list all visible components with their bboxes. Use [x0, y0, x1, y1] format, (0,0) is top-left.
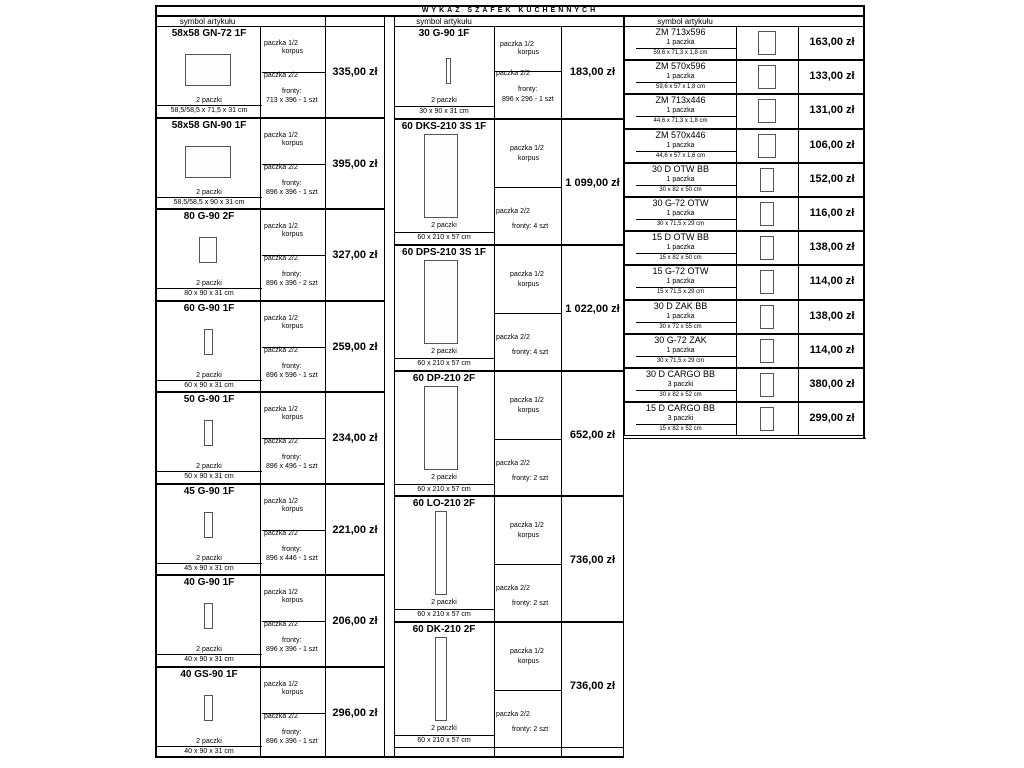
- label-korpus: korpus: [282, 505, 304, 513]
- item-price: 736,00 zł: [569, 680, 616, 693]
- item-code: 15 G-72 OTW: [652, 266, 709, 277]
- label-korpus: korpus: [282, 139, 304, 147]
- item-price: 152,00 zł: [809, 172, 855, 185]
- item-price: 299,00 zł: [809, 412, 855, 425]
- label-korpus: korpus: [518, 532, 540, 540]
- item-drawing: [760, 270, 774, 294]
- blank-area: [624, 438, 866, 760]
- front-size: 896 x 396 - 2 szt: [266, 280, 318, 287]
- pack-count: 2 paczki: [196, 188, 222, 196]
- pack-count: 1 paczka: [666, 278, 695, 286]
- item-dims: 40 x 90 x 31 cm: [184, 656, 234, 663]
- pack-count: 1 paczka: [666, 210, 695, 217]
- label-fronty: fronty:: [282, 454, 302, 461]
- divider: [636, 151, 736, 152]
- front-count: fronty: 2 szt: [512, 726, 549, 734]
- label-fronty: fronty:: [282, 271, 302, 278]
- pack-count: 2 paczki: [431, 725, 457, 733]
- item-price: 234,00 zł: [332, 432, 378, 444]
- pack-count: 1 paczka: [666, 244, 695, 252]
- item-price: 114,00 zł: [809, 275, 855, 288]
- divider: [155, 746, 262, 747]
- item-code: 40 GS-90 1F: [180, 668, 238, 680]
- label-korpus: korpus: [282, 322, 304, 330]
- label-pack1: paczka 1/2: [264, 223, 298, 230]
- label-pack2: paczka 2/2: [264, 163, 298, 171]
- divider: [394, 735, 494, 736]
- front-size: 896 x 496 - 1 szt: [266, 463, 318, 470]
- item-drawing: [760, 305, 774, 329]
- divider: [494, 439, 561, 440]
- cabinet-drawing: [435, 511, 447, 595]
- front-size: 896 x 296 - 1 szt: [502, 96, 554, 103]
- cabinet-drawing: [204, 695, 213, 721]
- item-price: 116,00 zł: [809, 207, 855, 219]
- item-dims: 15 x 82 x 52 cm: [659, 426, 702, 433]
- pack-count: 2 paczki: [196, 371, 222, 379]
- front-size: 896 x 396 - 1 szt: [266, 188, 318, 196]
- cabinet-drawing: [204, 420, 213, 446]
- item-price: 133,00 zł: [809, 70, 855, 83]
- item-code: ZM 570x596: [655, 61, 706, 72]
- divider: [636, 322, 736, 323]
- pack-count: 2 paczki: [196, 554, 222, 562]
- label-pack1: paczka 1/2: [500, 41, 534, 48]
- item-code: 40 G-90 1F: [183, 577, 235, 588]
- label-fronty: fronty:: [282, 637, 302, 644]
- divider: [636, 185, 736, 186]
- item-price: 1 022,00 zł: [565, 302, 620, 315]
- label-pack1: paczka 1/2: [264, 314, 298, 322]
- pack-count: 2 paczki: [196, 280, 222, 287]
- pack-count: 1 paczka: [666, 141, 695, 149]
- item-drawing: [758, 134, 776, 158]
- item-code: 15 D CARGO BB: [645, 403, 716, 414]
- item-dims: 40 x 90 x 31 cm: [184, 747, 234, 755]
- pack-count: 1 paczka: [666, 73, 695, 81]
- item-code: 30 G-90 1F: [418, 28, 470, 39]
- item-price: 296,00 zł: [332, 706, 378, 719]
- col3-header: symbol artykułu: [657, 17, 713, 26]
- pack-count: 2 paczki: [196, 463, 222, 470]
- cabinet-drawing: [424, 260, 458, 344]
- divider: [636, 390, 736, 391]
- divider: [394, 106, 494, 107]
- label-pack2: paczka 2/2: [264, 72, 298, 79]
- item-code: 45 G-90 1F: [183, 485, 235, 497]
- item-price: 652,00 zł: [569, 428, 616, 441]
- divider: [155, 105, 262, 106]
- item-price: 138,00 zł: [809, 309, 855, 322]
- label-pack2: paczka 2/2: [264, 712, 298, 720]
- pack-count: 3 paczki: [667, 415, 694, 423]
- item-dims: 44,6 x 57 x 1,6 cm: [655, 152, 706, 159]
- label-pack1: paczka 1/2: [510, 145, 544, 152]
- front-count: fronty: 4 szt: [512, 223, 549, 230]
- pack-count: 1 paczka: [666, 107, 695, 115]
- cabinet-drawing: [424, 134, 458, 218]
- label-pack2: paczka 2/2: [264, 346, 298, 354]
- label-korpus: korpus: [518, 658, 540, 666]
- item-dims: 50 x 90 x 31 cm: [184, 473, 234, 480]
- label-pack2: paczka 2/2: [496, 70, 530, 77]
- item-price: 183,00 zł: [569, 66, 616, 78]
- item-dims: 15 x 71,5 x 29 cm: [656, 289, 705, 296]
- label-pack1: paczka 1/2: [264, 680, 298, 688]
- item-price: 106,00 zł: [809, 138, 855, 151]
- item-code: 50 G-90 1F: [183, 394, 235, 405]
- label-fronty: fronty:: [518, 86, 538, 93]
- item-dims: 58,5/58,5 x 90 x 31 cm: [173, 198, 245, 206]
- item-dims: 80 x 90 x 31 cm: [184, 290, 234, 297]
- pack-count: 2 paczki: [431, 347, 457, 355]
- item-dims: 60 x 210 x 57 cm: [417, 485, 471, 493]
- label-pack1: paczka 1/2: [264, 497, 298, 505]
- item-code: 58x58 GN-90 1F: [171, 119, 247, 131]
- item-drawing: [760, 339, 774, 363]
- divider: [636, 48, 736, 49]
- label-pack1: paczka 1/2: [264, 406, 298, 413]
- divider: [494, 313, 561, 314]
- divider: [155, 471, 262, 472]
- col2-header: symbol artykułu: [416, 17, 472, 26]
- item-code: ZM 713x446: [655, 95, 706, 106]
- item-price: 138,00 zł: [809, 241, 855, 254]
- item-dims: 15 x 82 x 50 cm: [659, 255, 702, 262]
- pack-count: 2 paczki: [196, 646, 222, 653]
- item-dims: 30 x 82 x 52 cm: [659, 392, 702, 398]
- label-korpus: korpus: [282, 597, 304, 604]
- item-dims: 30 x 72 x 55 cm: [659, 323, 702, 330]
- item-price: 259,00 zł: [332, 340, 378, 353]
- item-drawing: [760, 373, 774, 397]
- item-dims: 30 x 82 x 50 cm: [659, 186, 702, 193]
- label-fronty: fronty:: [282, 88, 302, 95]
- label-pack1: paczka 1/2: [264, 40, 298, 47]
- cabinet-drawing: [204, 603, 213, 629]
- divider: [494, 690, 561, 691]
- label-korpus: korpus: [282, 48, 304, 55]
- catalog-title: WYKAZ SZAFEK KUCHENNYCH: [421, 7, 599, 14]
- divider: [394, 484, 494, 485]
- label-korpus: korpus: [518, 280, 540, 288]
- item-price: 1 099,00 zł: [565, 177, 620, 189]
- cabinet-drawing: [204, 512, 213, 538]
- item-price: 335,00 zł: [332, 66, 378, 78]
- col1-header: symbol artykułu: [179, 17, 236, 26]
- cabinet-drawing: [446, 58, 451, 84]
- divider: [636, 116, 736, 117]
- pack-count: 2 paczki: [196, 737, 222, 745]
- label-korpus: korpus: [518, 49, 540, 56]
- divider: [155, 380, 262, 381]
- item-code: 60 DP-210 2F: [412, 372, 476, 384]
- item-code: 30 D OTW BB: [651, 163, 709, 174]
- label-fronty: fronty:: [282, 179, 302, 187]
- item-dims: 44,6 x 71,3 x 1,8 cm: [653, 118, 708, 125]
- label-pack2: paczka 2/2: [496, 208, 530, 215]
- pack-count: 2 paczki: [196, 97, 222, 104]
- item-code: 30 G-72 ZAK: [654, 334, 707, 345]
- cabinet-drawing: [185, 146, 231, 178]
- item-code: 60 DPS-210 3S 1F: [402, 246, 486, 258]
- label-pack1: paczka 1/2: [264, 589, 298, 596]
- item-price: 736,00 zł: [569, 554, 616, 567]
- front-count: fronty: 2 szt: [512, 600, 549, 608]
- item-code: 30 D CARGO BB: [645, 369, 716, 379]
- item-price: 395,00 zł: [332, 157, 378, 170]
- label-pack1: paczka 1/2: [510, 270, 544, 278]
- label-korpus: korpus: [282, 414, 304, 421]
- item-code: ZM 570x446: [655, 129, 706, 140]
- pack-count: 3 paczki: [667, 381, 694, 388]
- item-code: 15 D OTW BB: [651, 232, 709, 243]
- label-fronty: fronty:: [282, 362, 302, 370]
- front-size: 896 x 396 - 1 szt: [266, 737, 318, 745]
- label-pack2: paczka 2/2: [264, 255, 298, 262]
- item-code: 30 G-72 OTW: [652, 198, 709, 208]
- divider: [155, 288, 262, 289]
- front-size: 896 x 396 - 1 szt: [266, 646, 318, 653]
- item-drawing: [760, 236, 774, 260]
- item-dims: 30 x 71,5 x 29 cm: [656, 221, 705, 227]
- item-code: 60 DKS-210 3S 1F: [401, 121, 487, 132]
- label-pack2: paczka 2/2: [496, 333, 530, 341]
- item-code: 80 G-90 2F: [183, 211, 235, 222]
- label-pack2: paczka 2/2: [496, 711, 530, 719]
- label-korpus: korpus: [518, 155, 540, 162]
- front-count: fronty: 2 szt: [512, 474, 549, 482]
- divider: [636, 356, 736, 357]
- divider: [155, 654, 262, 655]
- pack-count: 2 paczki: [431, 222, 457, 229]
- front-size: 713 x 396 - 1 szt: [266, 97, 318, 104]
- item-dims: 30 x 71,5 x 29 cm: [656, 357, 705, 364]
- label-pack1: paczka 1/2: [264, 131, 298, 139]
- item-drawing: [758, 65, 776, 89]
- divider: [636, 424, 736, 425]
- divider: [155, 197, 262, 198]
- divider: [494, 187, 561, 188]
- label-pack1: paczka 1/2: [510, 648, 544, 656]
- pack-count: 1 paczka: [666, 39, 695, 46]
- label-fronty: fronty:: [282, 728, 302, 736]
- item-price: 327,00 zł: [332, 249, 378, 261]
- pack-count: 1 paczka: [666, 175, 695, 183]
- divider: [636, 253, 736, 254]
- item-code: 60 DK-210 2F: [412, 624, 476, 636]
- item-dims: 58,5/58,5 x 71,5 x 31 cm: [170, 107, 248, 114]
- item-price: 131,00 zł: [809, 104, 855, 117]
- item-dims: 60 x 90 x 31 cm: [184, 381, 234, 389]
- item-dims: 30 x 90 x 31 cm: [419, 108, 469, 115]
- front-size: 896 x 596 - 1 szt: [266, 371, 318, 379]
- item-code: 60 LO-210 2F: [412, 498, 476, 510]
- label-pack2: paczka 2/2: [264, 621, 298, 628]
- item-code: 58x58 GN-72 1F: [171, 28, 247, 39]
- item-drawing: [760, 407, 774, 431]
- item-dims: 60 x 210 x 57 cm: [417, 611, 471, 619]
- item-price: 206,00 zł: [332, 615, 378, 627]
- divider: [636, 82, 736, 83]
- divider: [155, 563, 262, 564]
- label-pack1: paczka 1/2: [510, 396, 544, 404]
- cabinet-drawing: [199, 237, 217, 263]
- item-price: 380,00 zł: [809, 378, 855, 390]
- item-dims: 60 x 210 x 57 cm: [417, 234, 471, 241]
- divider: [394, 232, 494, 233]
- divider: [636, 219, 736, 220]
- label-pack1: paczka 1/2: [510, 522, 544, 530]
- label-pack2: paczka 2/2: [264, 438, 298, 445]
- item-dims: 60 x 210 x 57 cm: [417, 737, 471, 745]
- label-fronty: fronty:: [282, 545, 302, 553]
- cabinet-drawing: [185, 54, 231, 86]
- label-pack2: paczka 2/2: [496, 585, 530, 593]
- item-price: 221,00 zł: [332, 523, 378, 536]
- pack-count: 2 paczki: [431, 599, 457, 607]
- pack-count: 2 paczki: [431, 473, 457, 481]
- item-code: 60 G-90 1F: [183, 302, 235, 314]
- item-dims: 59,6 x 71,3 x 1,8 cm: [653, 50, 708, 56]
- item-dims: 60 x 210 x 57 cm: [417, 359, 471, 367]
- divider: [394, 358, 494, 359]
- item-price: 114,00 zł: [809, 343, 855, 356]
- cabinet-drawing: [435, 637, 447, 721]
- label-pack2: paczka 2/2: [264, 529, 298, 537]
- divider: [636, 287, 736, 288]
- pack-count: 1 paczka: [666, 346, 695, 354]
- pack-count: 1 paczka: [666, 312, 695, 320]
- divider: [394, 609, 494, 610]
- item-drawing: [758, 99, 776, 123]
- item-drawing: [758, 31, 776, 55]
- item-dims: 59,6 x 57 x 1,8 cm: [655, 84, 706, 91]
- cabinet-drawing: [424, 386, 458, 470]
- item-drawing: [760, 168, 774, 192]
- front-count: fronty: 4 szt: [512, 348, 549, 356]
- item-dims: 45 x 90 x 31 cm: [184, 564, 234, 572]
- cabinet-drawing: [204, 329, 213, 355]
- label-korpus: korpus: [282, 231, 304, 238]
- label-pack2: paczka 2/2: [496, 459, 530, 467]
- item-code: 30 D ZAK BB: [653, 300, 708, 311]
- item-drawing: [760, 202, 774, 226]
- label-korpus: korpus: [282, 688, 304, 696]
- front-size: 896 x 446 - 1 szt: [266, 554, 318, 562]
- label-korpus: korpus: [518, 406, 540, 414]
- divider: [494, 564, 561, 565]
- item-price: 163,00 zł: [809, 36, 855, 48]
- item-code: ZM 713x596: [655, 27, 706, 37]
- pack-count: 2 paczki: [431, 97, 457, 104]
